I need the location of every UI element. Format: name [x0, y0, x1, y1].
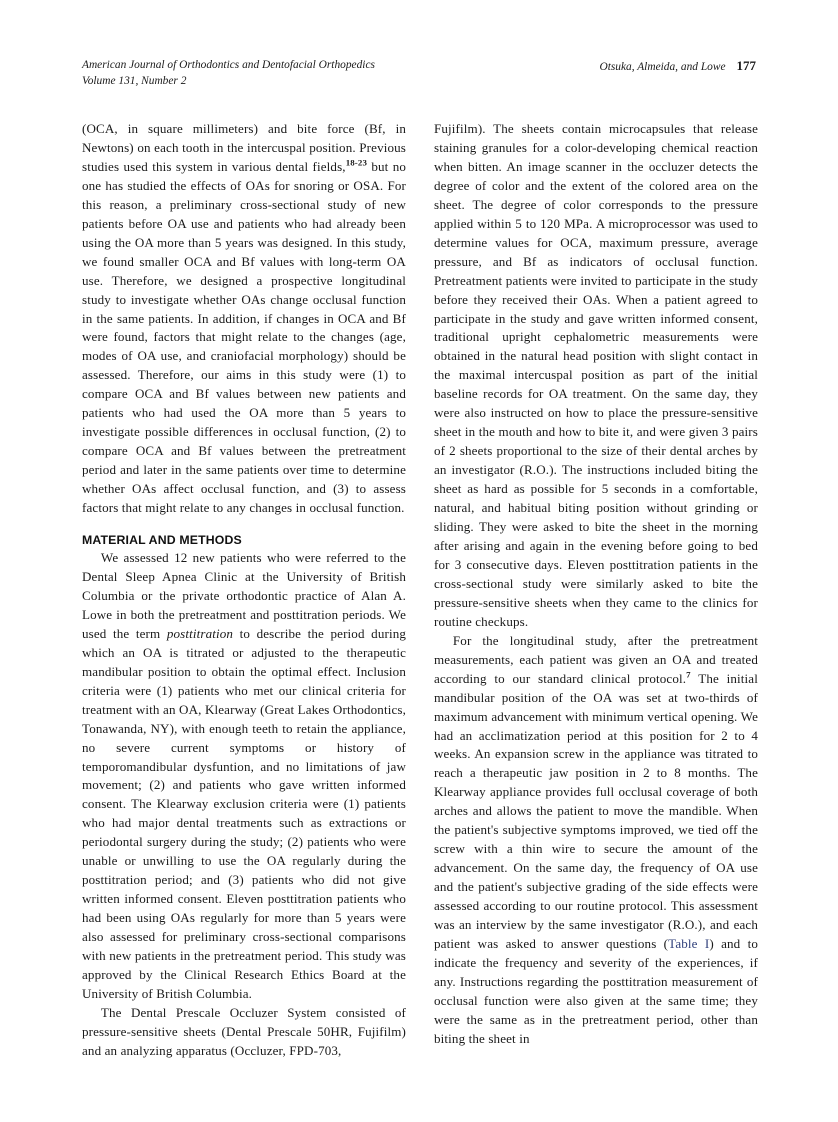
right-paragraph-2 [434, 632, 758, 1049]
term-posttitration: posttitration [166, 625, 234, 641]
right-paragraph-2-text-c: ) and to indicate the frequency and severity of the experiences, if any. Instructions regarding the posttitration measurement of occlusal function were also given at the same time; they were the same as in the pretreatment period, other than biting the sheet in [434, 935, 758, 1046]
right-column [434, 120, 758, 1061]
citation-reference-18-23[interactable]: 18-23 [345, 157, 368, 168]
right-paragraph-2-text-b: The initial mandibular position of the OA was set at two-thirds of maximum advancement with minimum vertical opening. We had an acclimatization period at this position for 2 to 4 weeks. An expansion screw in the appliance was titrated to reach a therapeutic jaw position in 2 to 8 months. The Klearway appliance provides full occlusal coverage of both arches and allows the patient to move the mandible. When the patient's subjective symptoms improved, we tied off the screw with a thin wire to secure the amount of the advancement. On the same day, the frequency of OA use and the patient's subjective grading of the side effects were assessed according to our routine protocol. This assessment was an interview by the same investigator (R.O.), and each patient was asked to answer questions ( [434, 670, 758, 951]
left-paragraph-2 [82, 549, 406, 1004]
section-heading-material-and-methods: MATERIAL AND METHODS [82, 533, 242, 548]
citation-reference-7[interactable]: 7 [686, 669, 691, 680]
left-paragraph-1 [82, 120, 406, 518]
left-paragraph-2-text-a: We assessed 12 new patients who were referred to the Dental Sleep Apnea Clinic at the University of British Columbia or the private orthodontic practice of Alan A. Lowe in both the pretreatment and posttitration periods. We used the term [82, 550, 406, 641]
right-paragraph-2-text-a: For the longitudinal study, after the pretreatment measurements, each patient was given an OA and treated according to our standard clinical protocol. [434, 632, 758, 686]
left-paragraph-3: The Dental Prescale Occluzer System consisted of pressure-sensitive sheets (Dental Prescale 50HR, Fujifilm) and an analyzing apparatus (Occluzer, FPD-703, [82, 1004, 406, 1058]
running-head-left [82, 58, 375, 89]
journal-volume-issue: Volume 131, Number 2 [82, 74, 187, 87]
left-column [82, 120, 406, 1061]
running-head-right [599, 58, 756, 76]
page-number: 177 [736, 58, 756, 73]
running-head [82, 58, 756, 89]
left-paragraph-2-text-b: to describe the period during which an OA is titrated or adjusted to the therapeutic mandibular position to obtain the optimal effect. Inclusion criteria were (1) patients who met our clinical criteria for treatment with an OA, Klearway (Great Lakes Orthodontics, Tonawanda, NY), with enough teeth to retain the appliance, no severe current symptoms or history of temporomandibular dysfuntion, and no limitations of jaw movement; (2) and patients who gave written informed consent. The Klearway exclusion criteria were (1) patients who had major dental treatments such as extractions or periodontal surgery during the study; (2) patients who were unable or unwilling to use the OA regularly during the posttitration period; and (3) patients who did not give written informed consent. Eleven posttitration patients who had been using OAs regularly for more than 5 years were also assessed for preliminary cross-sectional comparisons with new patients in the pretreatment period. This study was approved by the Clinical Research Ethics Board at the University of British Columbia. [82, 625, 407, 1001]
right-paragraph-1: Fujifilm). The sheets contain microcapsules that release staining granules for a color-developing chemical reaction when bitten. An image scanner in the occluzer detects the degree of color and the extent of the colored area on the sheet. The degree of color corresponds to the pressure applied within 5 to 120 MPa. A microprocessor was used to determine values for OCA, maximum pressure, average pressure, and Bf as indicators of occlusal function. Pretreatment patients were invited to participate in the study before they received their OAs. When a patient agreed to participate in the study and gave written informed consent, traditional upright cephalometric measurements were obtained in the natural head position with slight contact in the maximal intercuspal position as part of the initial baseline records for OA treatment. On the same day, they were also instructed on how to place the pressure-sensitive sheet in the mouth and how to bite it, and were given 3 pairs of 2 sheets proportional to the size of their dental arches by an investigator (R.O.). The instructions included biting the sheet as hard as possible for 5 seconds in a comfortable, natural, and habitual biting position without grinding or sliding. They were asked to bite the sheet in the morning after arising and again in the evening before going to bed for 3 consecutive days. Eleven posttitration patients in the cross-sectional study were similarly asked to bite the pressure-sensitive sheets when they came to the clinics for routine checkups. [434, 121, 758, 629]
left-paragraph-1-text-b: but no one has studied the effects of OAs for snoring or OSA. For this reason, a preliminary cross-sectional study of new patients before OA use and patients who had already been using the OA more than 5 years was designed. In this study, we found smaller OCA and Bf values with long-term OA use. Therefore, we designed a prospective longitudinal study to investigate whether OAs change occlusal function in the same patients. In addition, if changes in OCA and Bf were found, factors that might relate to the changes (age, modes of OA use, and craniofacial morphology) should be assessed. Therefore, our aims in this study were (1) to compare OCA and Bf values between new patients and patients who had used the OA more than 5 years to investigate possible differences in occlusal function, (2) to compare OCA and Bf values between the pretreatment period and later in the same patients over time to determine whether OAs affect occlusal function, and (3) to assess factors that might relate to any changes in occlusal function. [82, 158, 406, 516]
table-i-crossref-link[interactable]: Table I [668, 935, 710, 951]
journal-title: American Journal of Orthodontics and Dentofacial Orthopedics [82, 59, 375, 71]
left-paragraph-1-text-a: (OCA, in square millimeters) and bite force (Bf, in Newtons) on each tooth in the intercuspal position. Previous studies used this system in various dental fields, [82, 121, 406, 174]
article-body [82, 120, 758, 1061]
running-head-authors: Otsuka, Almeida, and Lowe [599, 61, 726, 73]
